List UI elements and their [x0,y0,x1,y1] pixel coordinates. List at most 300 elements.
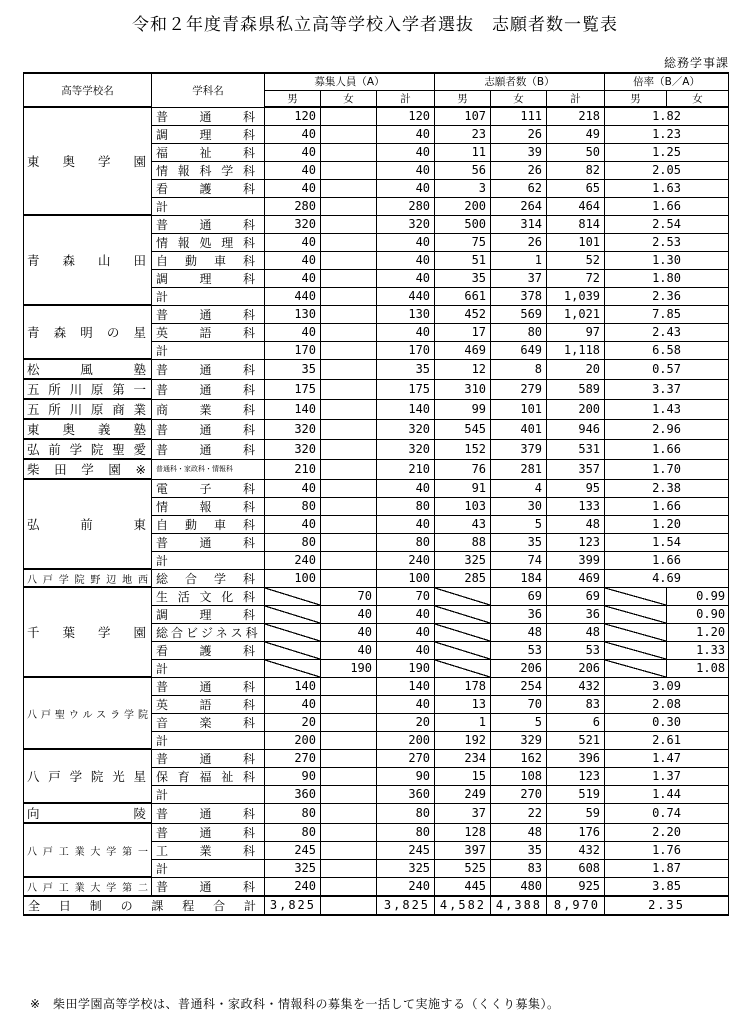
recruit-female [321,515,377,533]
ratio: 1.37 [605,767,729,785]
recruit-total: 40 [377,161,435,179]
recruit-female: 70 [321,587,377,605]
applicants-male-blank [435,659,491,677]
applicants-female: 37 [491,269,547,287]
table-row [24,749,729,767]
recruit-male: 175 [265,379,321,399]
recruit-male-blank [265,605,321,623]
recruit-female [321,749,377,767]
applicants-total: 357 [547,459,605,479]
recruit-male: 20 [265,713,321,731]
course-name: 総合ビジネス科 [152,623,265,641]
header-male: 男 [435,90,491,107]
recruit-female [321,143,377,161]
applicants-female: 206 [491,659,547,677]
course-name: 英語科 [152,695,265,713]
table-row [24,587,729,605]
course-name: 音楽科 [152,713,265,731]
ratio: 2.54 [605,215,729,233]
ratio: 1.82 [605,107,729,125]
applicants-total: 72 [547,269,605,287]
recruit-total: 40 [377,515,435,533]
course-name: 普通科 [152,803,265,823]
recruit-total: 40 [377,695,435,713]
applicants-male-blank [435,641,491,659]
recruit-female [321,823,377,841]
ratio: 1.87 [605,859,729,877]
recruit-total: 40 [377,143,435,161]
header-ratio: 倍率（B／A） [605,73,729,90]
table-row [24,419,729,439]
applicants-total: 946 [547,419,605,439]
course-name: 情報処理科 [152,233,265,251]
applicants-male: 178 [435,677,491,695]
course-name: 英語科 [152,323,265,341]
recruit-female [321,379,377,399]
recruit-male: 325 [265,859,321,877]
ratio: 1.23 [605,125,729,143]
course-name: 普通科 [152,379,265,399]
recruit-female [321,459,377,479]
applicants-total: 50 [547,143,605,161]
applicants-male-blank [435,605,491,623]
applicants-total: 176 [547,823,605,841]
applicants-male: 661 [435,287,491,305]
grand-total-row [24,896,729,915]
applicants-female: 4 [491,479,547,497]
applicants-male-blank [435,623,491,641]
table-row [24,569,729,587]
applicants-female: 5 [491,515,547,533]
recruit-female [321,767,377,785]
recruit-male: 40 [265,479,321,497]
recruit-male: 320 [265,439,321,459]
ratio: 1.80 [605,269,729,287]
table-row [24,459,729,479]
ratio: 1.54 [605,533,729,551]
recruit-total: 270 [377,749,435,767]
applicants-male: 397 [435,841,491,859]
school-name: 東奥学園 [24,107,152,215]
recruit-male: 80 [265,803,321,823]
recruit-male-blank [265,659,321,677]
applicants-total: 52 [547,251,605,269]
applicants-female: 108 [491,767,547,785]
ratio: 1.76 [605,841,729,859]
recruit-total: 190 [377,659,435,677]
applicants-total: 82 [547,161,605,179]
recruit-male: 240 [265,877,321,896]
applicants-total: 200 [547,399,605,419]
course-name: 計 [152,197,265,215]
ratio: 1.20 [605,515,729,533]
applicants-male: 152 [435,439,491,459]
applicants-total: 521 [547,731,605,749]
applicants-male: 3 [435,179,491,197]
applicants-female: 69 [491,587,547,605]
recruit-male: 40 [265,695,321,713]
recruit-male-blank [265,587,321,605]
ratio: 1.66 [605,551,729,569]
page-title: 令和２年度青森県私立高等学校入学者選抜 志願者数一覧表 [132,15,618,35]
course-name: 計 [152,785,265,803]
table-row [24,439,729,459]
applicants-male: 17 [435,323,491,341]
recruit-total: 40 [377,323,435,341]
applicants-male: 285 [435,569,491,587]
recruit-female [321,215,377,233]
ratio: 1.43 [605,399,729,419]
recruit-female [321,161,377,179]
recruit-female [321,305,377,323]
recruit-total: 240 [377,877,435,896]
ratio: 0.57 [605,359,729,379]
recruit-male: 320 [265,419,321,439]
recruit-male-blank [265,641,321,659]
applicants-female: 101 [491,399,547,419]
applicants-male: 23 [435,125,491,143]
recruit-female [321,251,377,269]
applicants-female: 70 [491,695,547,713]
applicants-female: 184 [491,569,547,587]
school-name: 五所川原商業 [24,399,152,419]
ratio-female: 1.08 [667,659,729,677]
recruit-total: 40 [377,623,435,641]
recruit-female [321,859,377,877]
applicants-female: 35 [491,841,547,859]
course-name: 普通科 [152,439,265,459]
applicants-total: 531 [547,439,605,459]
applicants-female: 39 [491,143,547,161]
applicants-female: 22 [491,803,547,823]
applicants-female: 48 [491,623,547,641]
table-body [24,107,729,896]
course-name: 看護科 [152,641,265,659]
table-row [24,399,729,419]
recruit-total: 440 [377,287,435,305]
recruit-total: 240 [377,551,435,569]
applicants-male: 35 [435,269,491,287]
applicants-total: 65 [547,179,605,197]
course-name: 普通科 [152,749,265,767]
ratio: 2.38 [605,479,729,497]
header-total: 計 [547,90,605,107]
school-name: 千葉学園 [24,587,152,677]
ratio: 0.74 [605,803,729,823]
recruit-male: 170 [265,341,321,359]
recruit-total: 70 [377,587,435,605]
applicants-female: 74 [491,551,547,569]
ratio: 6.58 [605,341,729,359]
recruit-male: 40 [265,233,321,251]
ratio: 4.69 [605,569,729,587]
recruit-male: 100 [265,569,321,587]
recruit-total: 120 [377,107,435,125]
recruit-male: 140 [265,677,321,695]
school-name: 青森山田 [24,215,152,305]
school-name: 五所川原第一 [24,379,152,399]
course-name: 調理科 [152,125,265,143]
ratio-female: 0.99 [667,587,729,605]
recruit-male: 80 [265,533,321,551]
applicants-male: 103 [435,497,491,515]
table-row [24,379,729,399]
applicants-total: 1,021 [547,305,605,323]
recruit-male: 140 [265,399,321,419]
recruit-male: 120 [265,107,321,125]
recruit-total: 40 [377,179,435,197]
applicants-male: 43 [435,515,491,533]
footnote: ※ 柴田学園高等学校は、普通科・家政科・情報科の募集を一括して実施する（くくり募集）。 [30,997,560,1011]
recruit-female: 40 [321,641,377,659]
applicants-total: 95 [547,479,605,497]
applicants-total: 101 [547,233,605,251]
table-row [24,803,729,823]
applicants-total: 469 [547,569,605,587]
course-name: 調理科 [152,269,265,287]
course-name: 総合学科 [152,569,265,587]
applicants-total: 925 [547,877,605,896]
course-name: 普通科 [152,305,265,323]
header-female: 女 [321,90,377,107]
ratio-female: 1.33 [667,641,729,659]
grand-total-applicants-female: 4,388 [491,896,547,915]
applicants-female: 162 [491,749,547,767]
applicants-male: 452 [435,305,491,323]
ratio-female: 1.20 [667,623,729,641]
school-name: 青森明の星 [24,305,152,359]
course-name: 情報科学科 [152,161,265,179]
ratio-female: 0.90 [667,605,729,623]
applicants-female: 254 [491,677,547,695]
table-row [24,877,729,896]
ratio: 1.66 [605,439,729,459]
grand-total-applicants-male: 4,582 [435,896,491,915]
recruit-female: 40 [321,605,377,623]
recruit-total: 140 [377,399,435,419]
recruit-female [321,551,377,569]
applicants-male: 56 [435,161,491,179]
course-name: 商業科 [152,399,265,419]
recruit-total: 80 [377,497,435,515]
applicants-female: 1 [491,251,547,269]
recruit-female [321,125,377,143]
ratio: 2.05 [605,161,729,179]
applicants-male: 13 [435,695,491,713]
applicants-female: 111 [491,107,547,125]
ratio-male-blank [605,587,667,605]
applicants-total: 6 [547,713,605,731]
applicants-female: 62 [491,179,547,197]
recruit-male: 40 [265,269,321,287]
ratio: 3.85 [605,877,729,896]
course-name: 普通科 [152,107,265,125]
course-name: 保育福祉科 [152,767,265,785]
applicants-total: 20 [547,359,605,379]
recruit-female: 190 [321,659,377,677]
applicants-male: 75 [435,233,491,251]
applicants-female: 80 [491,323,547,341]
recruit-total: 320 [377,419,435,439]
applicants-male: 99 [435,399,491,419]
school-name: 弘前東 [24,479,152,569]
applicants-total: 83 [547,695,605,713]
recruit-total: 40 [377,233,435,251]
applicants-male: 88 [435,533,491,551]
recruit-total: 40 [377,125,435,143]
header-recruit: 募集人員（A） [265,73,435,90]
recruit-total: 40 [377,479,435,497]
applicants-total: 396 [547,749,605,767]
applicants-female: 329 [491,731,547,749]
grand-total-ratio: 2.35 [605,896,729,915]
ratio-male-blank [605,641,667,659]
course-name: 電子科 [152,479,265,497]
recruit-female [321,877,377,896]
recruit-male: 40 [265,161,321,179]
recruit-total: 40 [377,605,435,623]
recruit-total: 320 [377,439,435,459]
applicants-total: 133 [547,497,605,515]
grand-total-recruit-male: 3,825 [265,896,321,915]
course-name: 計 [152,731,265,749]
recruit-total: 245 [377,841,435,859]
department-label: 総務学事課 [663,56,729,70]
applicants-female: 83 [491,859,547,877]
header-male: 男 [605,90,667,107]
applicants-total: 206 [547,659,605,677]
header-male: 男 [265,90,321,107]
ratio: 2.43 [605,323,729,341]
recruit-total: 80 [377,803,435,823]
recruit-male: 80 [265,497,321,515]
applicants-total: 432 [547,677,605,695]
recruit-total: 320 [377,215,435,233]
applicants-total: 123 [547,767,605,785]
applicants-male: 200 [435,197,491,215]
ratio: 1.30 [605,251,729,269]
ratio: 0.30 [605,713,729,731]
recruit-female: 40 [321,623,377,641]
ratio: 1.44 [605,785,729,803]
recruit-female [321,233,377,251]
applicants-male: 500 [435,215,491,233]
applicants-male: 128 [435,823,491,841]
course-name: 普通科 [152,419,265,439]
recruit-total: 325 [377,859,435,877]
recruit-total: 200 [377,731,435,749]
applicants-female: 649 [491,341,547,359]
applicants-male: 525 [435,859,491,877]
course-name: 計 [152,659,265,677]
recruit-female [321,731,377,749]
recruit-female [321,399,377,419]
applicants-female: 53 [491,641,547,659]
recruit-total: 40 [377,641,435,659]
recruit-total: 140 [377,677,435,695]
applicants-total: 218 [547,107,605,125]
applicants-female: 270 [491,785,547,803]
recruit-total: 210 [377,459,435,479]
ratio: 2.96 [605,419,729,439]
recruit-male: 40 [265,125,321,143]
applicants-female: 30 [491,497,547,515]
ratio-male-blank [605,605,667,623]
header-school: 高等学校名 [24,73,152,107]
applicants-male-blank [435,587,491,605]
applicants-male: 107 [435,107,491,125]
recruit-male: 40 [265,251,321,269]
recruit-male-blank [265,623,321,641]
applicants-male: 51 [435,251,491,269]
recruit-male: 35 [265,359,321,379]
recruit-female [321,479,377,497]
table-row [24,305,729,323]
course-name: 福祉科 [152,143,265,161]
recruit-female [321,677,377,695]
course-name: 普通科 [152,359,265,379]
recruit-male: 270 [265,749,321,767]
applicants-total: 59 [547,803,605,823]
applicants-male: 249 [435,785,491,803]
recruit-female [321,323,377,341]
applicants-female: 314 [491,215,547,233]
recruit-female [321,785,377,803]
applicants-female: 401 [491,419,547,439]
applicants-total: 48 [547,623,605,641]
recruit-total: 90 [377,767,435,785]
applicants-female: 480 [491,877,547,896]
applicants-total: 519 [547,785,605,803]
recruit-female [321,695,377,713]
applicants-female: 281 [491,459,547,479]
applicants-male: 1 [435,713,491,731]
recruit-total: 40 [377,269,435,287]
applicants-female: 35 [491,533,547,551]
recruit-total: 100 [377,569,435,587]
course-name: 計 [152,859,265,877]
applicants-male: 11 [435,143,491,161]
recruit-total: 170 [377,341,435,359]
ratio: 1.47 [605,749,729,767]
recruit-male: 80 [265,823,321,841]
recruit-female [321,569,377,587]
recruit-total: 80 [377,823,435,841]
applicants-male: 234 [435,749,491,767]
applicants-total: 49 [547,125,605,143]
applicants-total: 399 [547,551,605,569]
applicants-female: 279 [491,379,547,399]
ratio: 2.53 [605,233,729,251]
recruit-female [321,359,377,379]
applicants-total: 48 [547,515,605,533]
applicants-total: 1,039 [547,287,605,305]
recruit-female [321,107,377,125]
ratio: 1.66 [605,497,729,515]
table-row [24,479,729,497]
course-name: 普通科 [152,533,265,551]
recruit-male: 40 [265,515,321,533]
recruit-male: 280 [265,197,321,215]
applicants-male: 469 [435,341,491,359]
applicants-total: 814 [547,215,605,233]
recruit-total: 360 [377,785,435,803]
school-name: 柴田学園※ [24,459,152,479]
recruit-female [321,497,377,515]
ratio: 1.25 [605,143,729,161]
applicants-male: 192 [435,731,491,749]
recruit-female [321,341,377,359]
